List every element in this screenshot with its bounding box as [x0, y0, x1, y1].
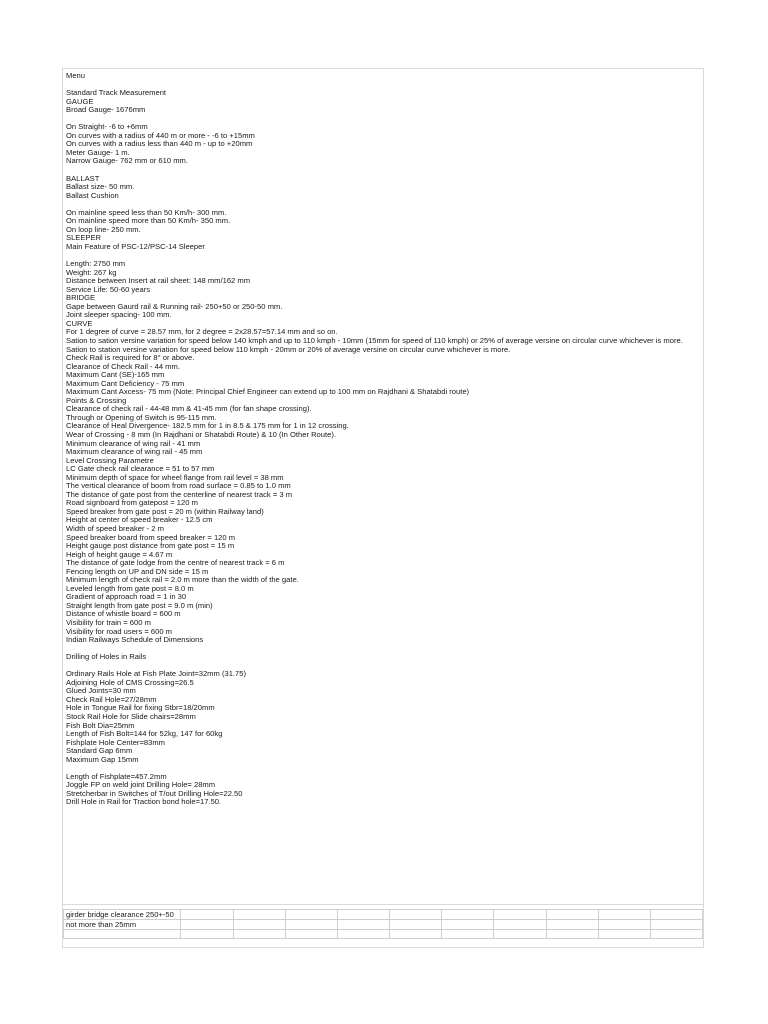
table-cell[interactable]: not more than 25mm — [64, 920, 181, 930]
text-line: Through or Opening of Switch is 95-115 mm. — [66, 413, 217, 422]
text-line: Maximum Cant Deficiency - 75 mm — [66, 379, 185, 388]
text-line: The distance of gate post from the centerline of nearest track = 3 m — [66, 490, 293, 499]
text-line: Narrow Gauge- 762 mm or 610 mm. — [66, 157, 188, 166]
text-line: On Straight- -6 to +6mm — [66, 123, 148, 132]
text-line: Check Rail Hole=27/28mm — [66, 695, 157, 704]
text-line — [66, 166, 702, 175]
text-line: Standard Track Measurement — [66, 89, 167, 98]
text-line: Minimum depth of space for wheel flange from rail level = 38 mm — [66, 473, 284, 482]
table-cell[interactable] — [598, 910, 650, 920]
table-row — [64, 920, 703, 930]
text-line: Gape between Gaurd rail & Running rail- 250+50 or 250-50 mm. — [66, 302, 283, 311]
divider — [63, 904, 703, 905]
text-line: Ballast size- 50 mm. — [66, 183, 135, 192]
text-line: Check Rail is required for 8° or above. — [66, 354, 195, 363]
table-cell[interactable] — [650, 930, 702, 939]
text-line: Ordinary Rails Hole at Fish Plate Joint=32mm (31.75) — [66, 670, 247, 679]
text-line: Ballast Cushion — [66, 191, 119, 200]
text-line: Minimum clearance of wing rail - 41 mm — [66, 439, 201, 448]
text-line: Sation to station versine variation for speed below 110 kmph - 20mm or 20% of average versine on circular curve whichever is more. — [66, 345, 511, 354]
table-cell[interactable] — [390, 910, 442, 920]
text-line — [66, 645, 702, 654]
text-line: Level Crossing Parametre — [66, 456, 154, 465]
text-line: Width of speed breaker - 2 m — [66, 524, 164, 533]
text-line: Road signboard from gatepost = 120 m — [66, 499, 198, 508]
table-row — [64, 910, 703, 920]
text-line: Leveled length from gate post = 8.0 m — [66, 584, 194, 593]
table-cell[interactable] — [181, 930, 233, 939]
text-line: Main Feature of PSC-12/PSC-14 Sleeper — [66, 242, 205, 251]
text-line: Maximum clearance of wing rail - 45 mm — [66, 448, 203, 457]
text-line — [66, 764, 702, 773]
text-line: Straight length from gate post = 9.0 m (min) — [66, 601, 213, 610]
table-cell[interactable] — [546, 920, 598, 930]
table-cell[interactable] — [285, 930, 337, 939]
text-line: Length: 2750 mm — [66, 260, 126, 269]
text-line: BRIDGE — [66, 294, 96, 303]
text-line — [66, 81, 702, 90]
table-cell[interactable] — [233, 930, 285, 939]
text-line: Broad Gauge- 1676mm — [66, 106, 146, 115]
text-line: Clearance of Check Rail - 44 mm. — [66, 362, 180, 371]
table-cell[interactable] — [598, 930, 650, 939]
table-cell[interactable] — [650, 920, 702, 930]
table-cell[interactable] — [390, 920, 442, 930]
text-line: Maximum Gap 15mm — [66, 755, 139, 764]
text-line: Points & Crossing — [66, 396, 127, 405]
text-line: Drill Hole in Rail for Traction bond hole=17.50. — [66, 798, 222, 807]
text-line: Fish Bolt Dia=25mm — [66, 721, 135, 730]
text-line: Clearance of check rail - 44-48 mm & 41-45 mm (for fan shape crossing). — [66, 405, 312, 414]
text-line: Joint sleeper spacing- 100 mm. — [66, 311, 172, 320]
table-cell[interactable] — [337, 930, 389, 939]
text-line: Indian Railways Schedule of Dimensions — [66, 636, 204, 645]
table-cell[interactable] — [546, 910, 598, 920]
text-line: Maximum Cant Axcess- 75 mm (Note: Principal Chief Engineer can extend up to 100 mm on Rajdhani & Shatabdi route) — [66, 388, 470, 397]
text-line: Stock Rail Hole for Slide chairs=28mm — [66, 713, 196, 722]
table-cell[interactable] — [233, 910, 285, 920]
text-line: On curves with a radius of 440 m or more - -6 to +15mm — [66, 131, 255, 140]
text-line: LC Gate check rail clearance = 51 to 57 mm — [66, 465, 215, 474]
text-line: Drilling of Holes in Rails — [66, 653, 147, 662]
table-cell[interactable] — [442, 930, 494, 939]
spreadsheet-page — [62, 68, 704, 948]
text-line: Fishplate Hole Center=83mm — [66, 738, 165, 747]
table-cell[interactable] — [233, 920, 285, 930]
table-cell[interactable] — [494, 920, 546, 930]
text-line: Sation to sation versine variation for speed below 140 kmph and up to 110 kmph - 10mm (15mm for speed of 110 kmph) or 25% of average versine on circular curve whichever is more. — [66, 336, 683, 345]
text-line: Standard Gap 6mm — [66, 747, 133, 756]
table-row — [64, 930, 703, 939]
text-line: CURVE — [66, 319, 93, 328]
table-cell[interactable] — [494, 910, 546, 920]
text-line: Menu — [66, 72, 85, 80]
table-cell[interactable] — [337, 920, 389, 930]
text-line: SLEEPER — [66, 234, 102, 243]
table-cell[interactable] — [598, 920, 650, 930]
table-cell[interactable] — [546, 930, 598, 939]
table-cell[interactable] — [285, 910, 337, 920]
text-line: Speed breaker from gate post = 20 m (within Railway land) — [66, 507, 264, 516]
table-cell[interactable] — [337, 910, 389, 920]
text-line — [66, 200, 702, 209]
text-line: Length of Fish Bolt=144 for 52kg, 147 for 60kg — [66, 730, 223, 739]
text-line: Height at center of speed breaker - 12.5 cm — [66, 516, 213, 525]
text-line: Heigh of height gauge = 4.67 m — [66, 550, 173, 559]
text-line: Minimum length of check rail = 2.0 m more than the width of the gate. — [66, 576, 299, 585]
text-line: Distance of whistle board = 600 m — [66, 610, 181, 619]
text-line: GAUGE — [66, 97, 94, 106]
text-line: The distance of gate lodge from the centre of nearest track = 6 m — [66, 559, 285, 568]
text-line: Hole in Tongue Rail for fixing Stbr=18/20mm — [66, 704, 215, 713]
table-cell[interactable] — [442, 920, 494, 930]
text-line: On curves with a radius less than 440 m - up to +20mm — [66, 140, 253, 149]
text-line: On mainline speed more than 50 Km/h- 350 mm. — [66, 217, 231, 226]
table-cell[interactable] — [494, 930, 546, 939]
table-cell[interactable] — [442, 910, 494, 920]
table-cell[interactable] — [181, 920, 233, 930]
text-line: Glued Joints=30 mm — [66, 687, 136, 696]
text-line: Height gauge post distance from gate post = 15 m — [66, 542, 235, 551]
table-cell[interactable] — [650, 910, 702, 920]
text-line: BALLAST — [66, 174, 100, 183]
table-cell[interactable]: girder bridge clearance 250+-50 — [64, 910, 181, 920]
table-cell[interactable] — [181, 910, 233, 920]
text-line: Wear of Crossing - 8 mm (In Rajdhani or Shatabdi Route) & 10 (In Other Route). — [66, 430, 336, 439]
text-line — [66, 251, 702, 260]
text-line: Maximum Cant (SE)-165 mm — [66, 371, 165, 380]
text-line: Adjoining Hole of CMS Crossing=26.5 — [66, 678, 194, 687]
text-line — [66, 115, 702, 124]
text-line: Meter Gauge- 1 m. — [66, 148, 130, 157]
text-line: The vertical clearance of boom from road surface = 0.85 to 1.0 mm — [66, 482, 291, 491]
text-line: Joggle FP on weld joint Drilling Hole= 28mm — [66, 781, 216, 790]
text-line: Fencing length on UP and DN side = 15 m — [66, 567, 209, 576]
text-line: Weight: 267 kg — [66, 268, 117, 277]
table-cell[interactable] — [285, 920, 337, 930]
text-line: Stretcherbar in Switches of T/out Drilling Hole=22.50 — [66, 789, 243, 798]
text-line: Clearance of Heal Divergence- 182.5 mm for 1 in 8.5 & 175 mm for 1 in 12 crossing. — [66, 422, 349, 431]
text-line: For 1 degree of curve = 28.57 mm, for 2 degree = 2x28.57=57.14 mm and so on. — [66, 328, 338, 337]
text-line: On mainline speed less than 50 Km/h- 300 mm. — [66, 208, 227, 217]
text-line: Service Life: 50-60 years — [66, 285, 150, 294]
text-line — [66, 662, 702, 671]
text-line: Gradient of approach road = 1 in 30 — [66, 593, 187, 602]
cell-grid — [63, 909, 703, 939]
text-line: Length of Fishplate=457.2mm — [66, 772, 167, 781]
text-line: On loop line- 250 mm. — [66, 225, 141, 234]
text-line: Visibility for road users = 600 m — [66, 627, 173, 636]
table-cell[interactable] — [64, 930, 181, 939]
document-body — [66, 72, 702, 807]
table-cell[interactable] — [390, 930, 442, 939]
text-line: Speed breaker board from speed breaker = 120 m — [66, 533, 236, 542]
text-line: Visibility for train = 600 m — [66, 619, 151, 627]
text-line: Distance between Insert at rail sheet: 148 mm/162 mm — [66, 277, 251, 286]
